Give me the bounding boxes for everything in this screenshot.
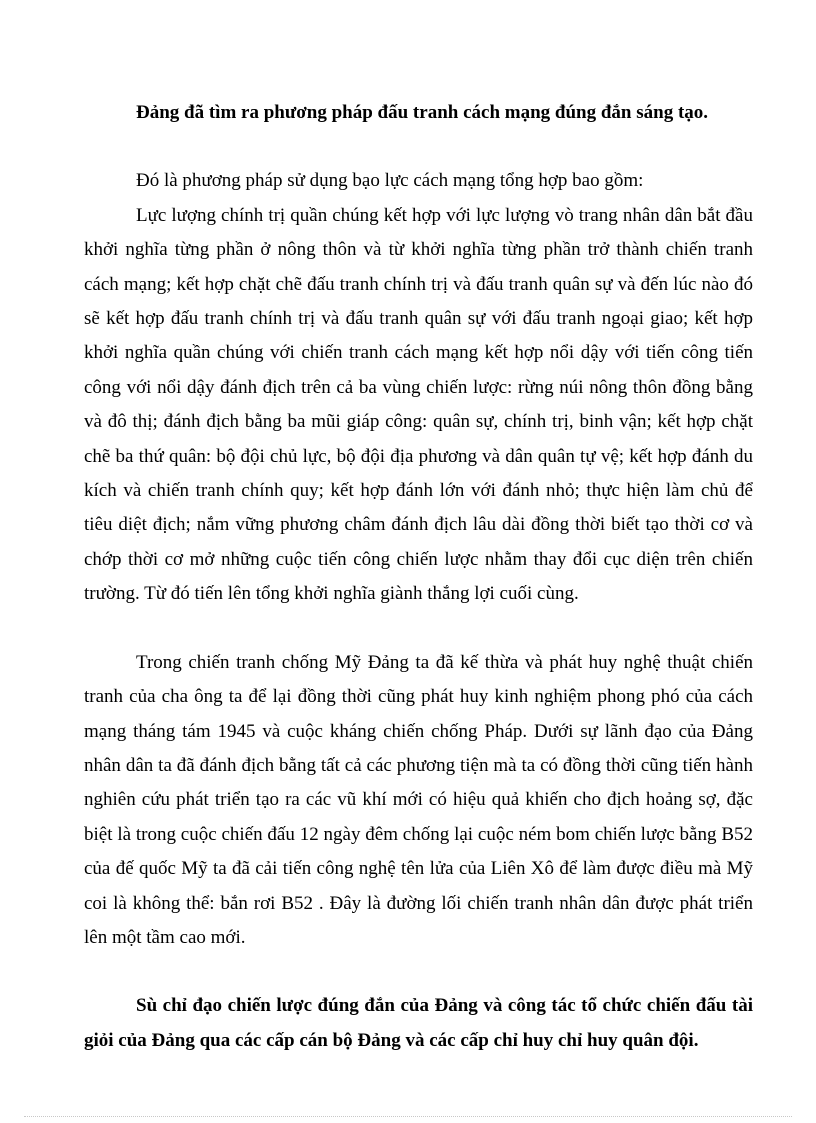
page-bottom-divider <box>24 1116 792 1117</box>
paragraph-method-detail: Lực lượng chính trị quần chúng kết hợp với lực lượng vò trang nhân dân bắt đầu khởi nghĩa từng phần ở nông thôn và từ khởi nghĩa từng phần trở thành chiến tranh cách mạng; kết hợp chặt chẽ đấu tranh chính trị và đấu tranh quân sự và đến lúc nào đó sẽ kết hợp đấu tranh chính trị và đấu tranh quân sự với đấu tranh ngoại giao; kết hợp khởi nghĩa quần chúng với chiến tranh cách mạng kết hợp nổi dậy với tiến công tiến công với nổi dậy đánh địch trên cả ba vùng chiến lược: rừng núi nông thôn đồng bằng và đô thị; đánh địch bằng ba mũi giáp công: quân sự, chính trị, binh vận; kết hợp chặt chẽ ba thứ quân: bộ đội chủ lực, bộ đội địa phương và dân quân tự vệ; kết hợp đánh du kích và chiến tranh chính quy; kết hợp đánh lớn với đánh nhỏ; thực hiện làm chủ để tiêu diệt địch; nắm vững phương châm đánh địch lâu dài đồng thời biết tạo thời cơ và chớp thời cơ mở những cuộc tiến công chiến lược nhằm thay đổi cục diện trên chiến trường. Từ đó tiến lên tổng khởi nghĩa giành thắng lợi cuối cùng. <box>84 204 753 605</box>
spacer <box>84 955 753 989</box>
section-heading-leadership: Sù chỉ đạo chiến lược đúng đắn của Đảng và công tác tổ chức chiến đấu tài giỏi của Đảng qua các cấp cán bộ Đảng và các cấp chỉ huy chỉ huy quân đội. <box>84 995 753 1051</box>
spacer <box>84 612 753 646</box>
paragraph-method-intro: Đó là phương pháp sử dụng bạo lực cách mạng tổng hợp bao gồm: <box>136 170 644 192</box>
spacer <box>84 130 753 164</box>
section-heading-method: Đảng đã tìm ra phương pháp đấu tranh cách mạng đúng đắn sáng tạo. <box>136 102 709 123</box>
paragraph-anti-us-war: Trong chiến tranh chống Mỹ Đảng ta đã kế thừa và phát huy nghệ thuật chiến tranh của cha ông ta để lại đồng thời cũng phát huy kinh nghiệm phong phó của cách mạng tháng tám 1945 và cuộc kháng chiến chống Pháp. Dưới sự lãnh đạo của Đảng nhân dân ta đã đánh địch bằng tất cả các phương tiện mà ta có đồng thời cũng tiến hành nghiên cứu phát triển tạo ra các vũ khí mới có hiệu quả khiến cho địch hoảng sợ, đặc biệt là trong cuộc chiến đấu 12 ngày đêm chống lại cuộc ném bom chiến lược bằng B52 của đế quốc Mỹ ta đã cải tiến công nghệ tên lửa của Liên Xô để làm được điều mà Mỹ coi là không thể: bắn rơi B52 . Đây là đường lối chiến tranh nhân dân được phát triển lên một tầm cao mới. <box>84 651 753 948</box>
document-body <box>84 96 753 1058</box>
